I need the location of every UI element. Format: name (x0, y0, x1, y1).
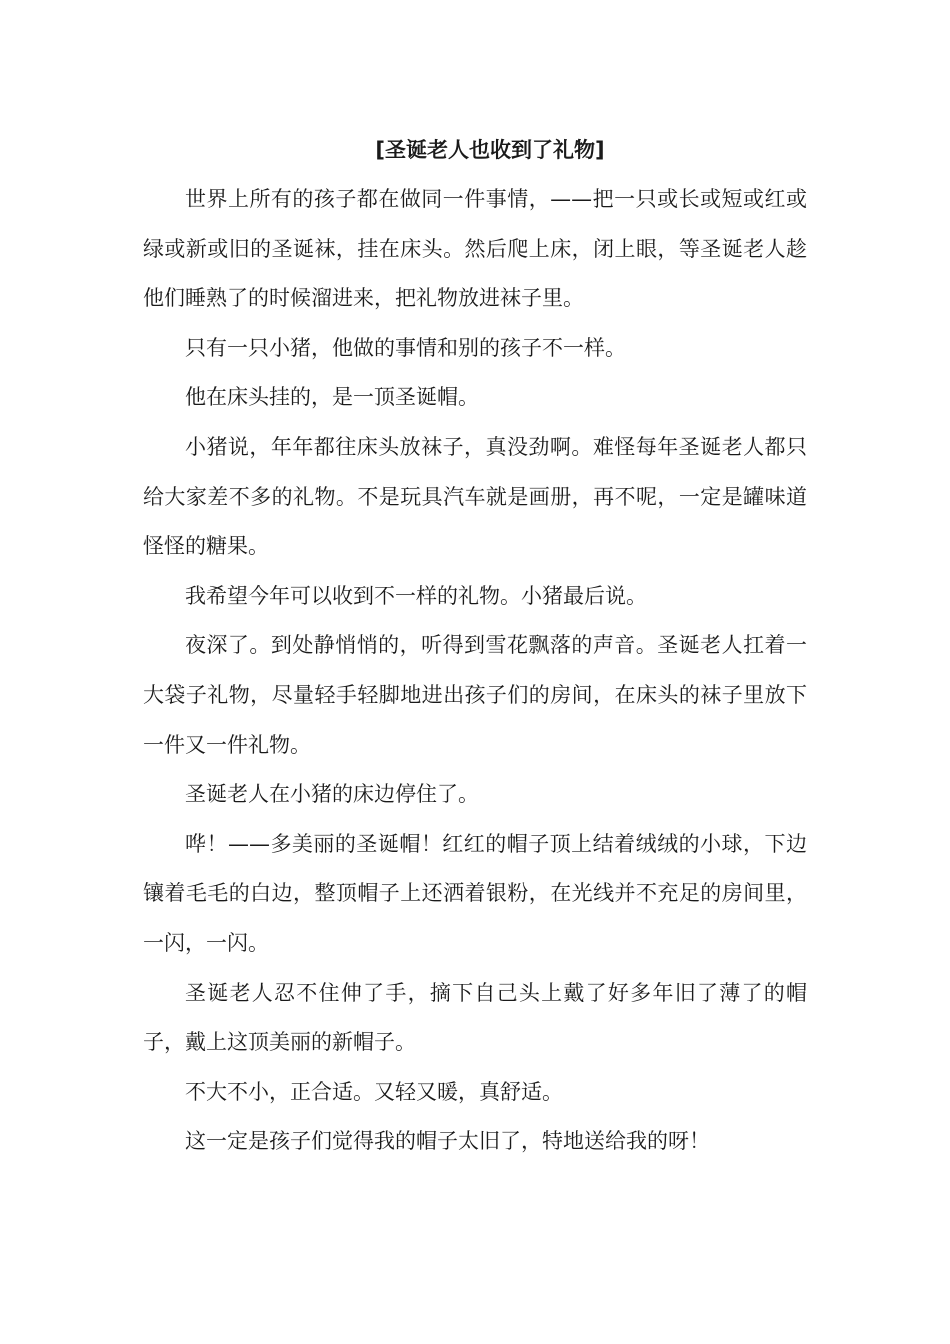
paragraph: 只有一只小猪，他做的事情和别的孩子不一样。 (185, 335, 626, 360)
paragraph: 不大不小，正合适。又轻又暖，真舒适。 (185, 1079, 563, 1104)
document-title: [圣诞老人也收到了礼物] (375, 138, 605, 162)
document-body (143, 175, 807, 1167)
paragraph: 我希望今年可以收到不一样的礼物。小猪最后说。 (185, 583, 647, 608)
paragraph: 这一定是孩子们觉得我的帽子太旧了，特地送给我的呀！ (185, 1129, 710, 1154)
paragraph: 夜深了。到处静悄悄的，听得到雪花飘落的声音。圣诞老人扛着一大袋子礼物，尽量轻手轻脚地进出孩子们的房间，在床头的袜子里放下一件又一件礼物。 (143, 633, 807, 757)
paragraph: 小猪说，年年都往床头放袜子，真没劲啊。难怪每年圣诞老人都只给大家差不多的礼物。不是玩具汽车就是画册，再不呢，一定是罐味道怪怪的糖果。 (143, 434, 807, 559)
paragraph: 哗！——多美丽的圣诞帽！红红的帽子顶上结着绒绒的小球，下边镶着毛毛的白边，整顶帽子上还洒着银粉，在光线并不充足的房间里，一闪，一闪。 (143, 831, 807, 955)
paragraph: 圣诞老人在小猪的床边停住了。 (185, 782, 479, 807)
paragraph: 圣诞老人忍不住伸了手，摘下自己头上戴了好多年旧了薄了的帽子，戴上这顶美丽的新帽子。 (143, 980, 807, 1055)
paragraph: 世界上所有的孩子都在做同一件事情，——把一只或长或短或红或绿或新或旧的圣诞袜，挂在床头。然后爬上床，闭上眼，等圣诞老人趁他们睡熟了的时候溜进来，把礼物放进袜子里。 (143, 187, 807, 311)
paragraph: 他在床头挂的，是一顶圣诞帽。 (185, 385, 479, 410)
